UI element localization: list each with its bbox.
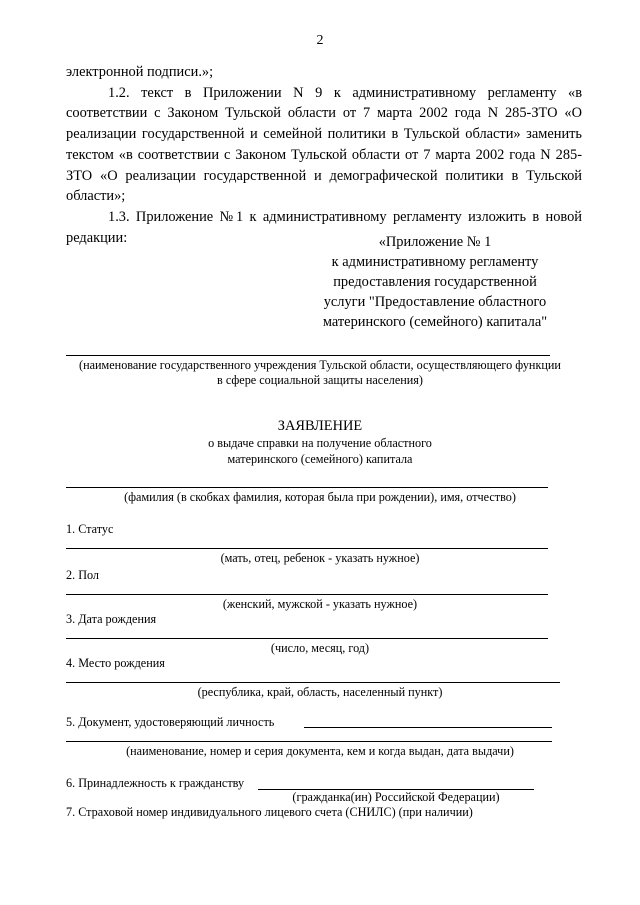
institution-caption-line: в сфере социальной защиты населения) [217,373,423,387]
document-inline-blank-line [304,727,552,728]
document-label: 5. Документ, удостоверяющий личность [66,715,275,729]
body-text [66,62,582,248]
status-label: 1. Статус [66,522,114,536]
name-blank-line [66,487,548,488]
document-caption: (наименование, номер и серия документа, кем и когда выдан, дата выдачи) [126,744,514,758]
institution-blank-line [66,355,550,356]
annex-line: к административному регламенту [331,254,539,270]
birthplace-blank-line [66,682,560,683]
page-number: 2 [316,33,324,48]
status-blank-line [66,548,548,549]
sex-caption: (женский, мужской - указать нужное) [222,597,418,611]
application-subtitle [0,435,640,467]
birthdate-blank-line [66,638,548,639]
paragraph-1-2: 1.2. текст в Приложении N 9 к административному регламенту «в соответствии с Законом Тульской области от 7 марта 2002 года N 285-ЗТО «О реализации государственной и семейной политики в Тульской области» заменить текстом «в соответствии с Законом Тульской области от 7 марта 2002 года N 285-ЗТО «О реализации государственной и демографической политики в Тульской области»; [66,84,582,205]
institution-caption [0,358,640,388]
citizenship-caption: (гражданка(ин) Российской Федерации) [292,790,500,804]
annex-line: «Приложение № 1 [378,234,492,250]
birthdate-label: 3. Дата рождения [66,612,157,626]
institution-caption-line: (наименование государственного учреждения Тульской области, осуществляющего функции [79,358,561,372]
sex-label: 2. Пол [66,568,100,582]
annex-header [300,232,570,332]
birthplace-caption: (республика, край, область, населенный пункт) [197,685,443,699]
annex-line: материнского (семейного) капитала" [322,314,548,330]
snils-label: 7. Страховой номер индивидуального лицевого счета (СНИЛС) (при наличии) [66,805,473,819]
paragraph-continuation: электронной подписи.»; [66,64,214,80]
citizenship-label: 6. Принадлежность к гражданству [66,776,245,790]
application-title: ЗАЯВЛЕНИЕ [277,418,363,434]
sex-blank-line [66,594,548,595]
birthdate-caption: (число, месяц, год) [270,641,370,655]
document-blank-line [66,741,552,742]
birthplace-label: 4. Место рождения [66,656,165,670]
status-caption: (мать, отец, ребенок - указать нужное) [220,551,420,565]
annex-line: предоставления государственной [333,274,537,290]
annex-line: услуги "Предоставление областного [323,294,547,310]
name-caption: (фамилия (в скобках фамилия, которая была при рождении), имя, отчество) [124,490,516,504]
paragraph-1-3: 1.3. Приложение №1 к административному регламенту изложить в новой редакции: [66,208,582,246]
subtitle-line: материнского (семейного) капитала [227,452,413,466]
subtitle-line: о выдаче справки на получение областного [208,436,432,450]
